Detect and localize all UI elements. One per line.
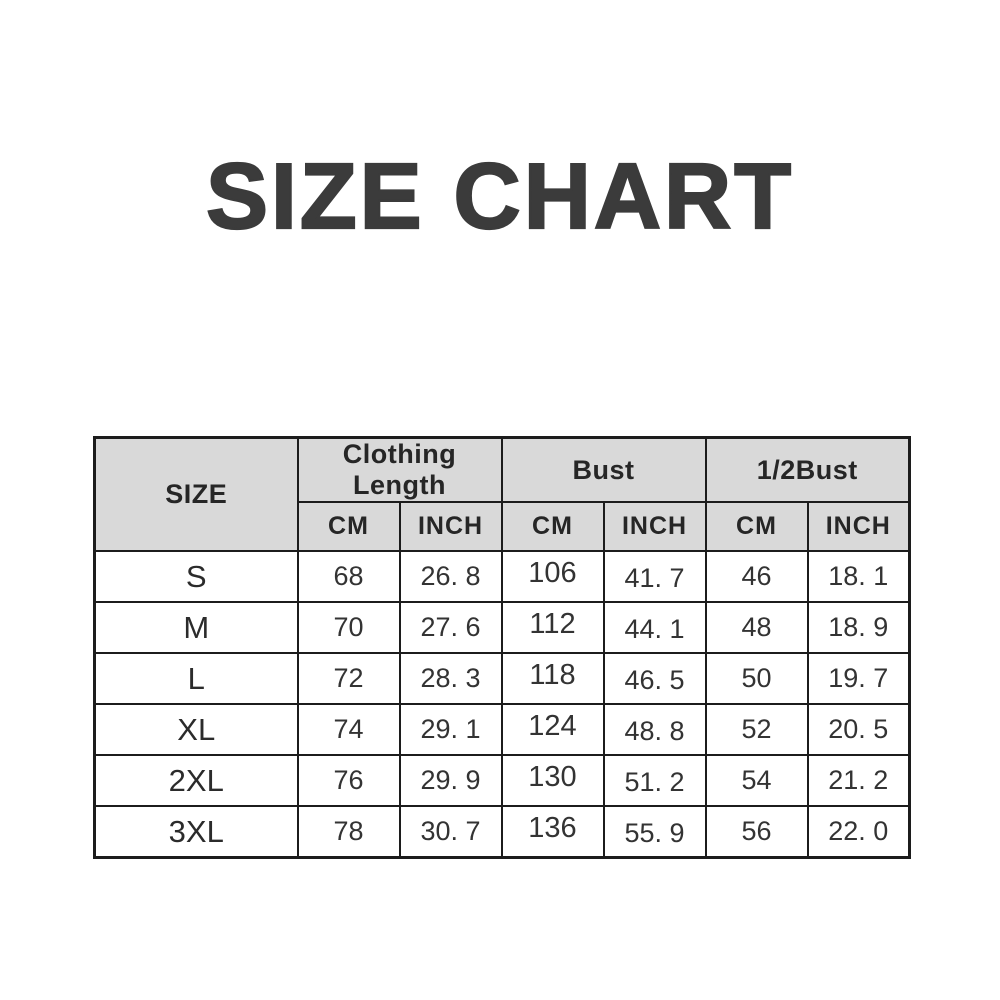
size-chart-table — [93, 436, 911, 859]
cell-clothing-cm: 68 — [298, 551, 400, 602]
size-label: 3XL — [95, 806, 298, 858]
header-group-row — [95, 438, 910, 503]
cell-bust-cm: 118 — [502, 653, 604, 704]
cell-bust-cm: 106 — [502, 551, 604, 602]
cell-bust-inch: 46. 5 — [604, 653, 706, 704]
cell-clothing-cm: 72 — [298, 653, 400, 704]
cell-halfbust-inch: 19. 7 — [808, 653, 910, 704]
table-row-2xl — [95, 755, 910, 806]
cell-bust-cm: 124 — [502, 704, 604, 755]
size-label: L — [95, 653, 298, 704]
cell-bust-inch: 41. 7 — [604, 551, 706, 602]
col-header-size: SIZE — [95, 438, 298, 552]
unit-bust-cm: CM — [502, 502, 604, 551]
cell-clothing-cm: 78 — [298, 806, 400, 858]
cell-clothing-inch: 28. 3 — [400, 653, 502, 704]
cell-halfbust-cm: 48 — [706, 602, 808, 653]
table-body — [95, 551, 910, 858]
cell-halfbust-cm: 56 — [706, 806, 808, 858]
cell-halfbust-inch: 18. 9 — [808, 602, 910, 653]
unit-halfbust-inch: INCH — [808, 502, 910, 551]
cell-halfbust-inch: 18. 1 — [808, 551, 910, 602]
table-header — [95, 438, 910, 552]
cell-bust-inch: 48. 8 — [604, 704, 706, 755]
size-label: M — [95, 602, 298, 653]
col-header-bust: Bust — [502, 438, 706, 503]
table-row-xl — [95, 704, 910, 755]
table-row-s — [95, 551, 910, 602]
cell-bust-cm: 136 — [502, 806, 604, 858]
cell-halfbust-cm: 46 — [706, 551, 808, 602]
size-label: 2XL — [95, 755, 298, 806]
cell-clothing-inch: 26. 8 — [400, 551, 502, 602]
unit-clothing-cm: CM — [298, 502, 400, 551]
cell-clothing-inch: 29. 1 — [400, 704, 502, 755]
cell-clothing-inch: 29. 9 — [400, 755, 502, 806]
cell-halfbust-cm: 52 — [706, 704, 808, 755]
cell-bust-cm: 112 — [502, 602, 604, 653]
cell-clothing-cm: 70 — [298, 602, 400, 653]
cell-clothing-cm: 76 — [298, 755, 400, 806]
cell-clothing-cm: 74 — [298, 704, 400, 755]
cell-clothing-inch: 30. 7 — [400, 806, 502, 858]
unit-bust-inch: INCH — [604, 502, 706, 551]
col-header-half-bust: 1/2Bust — [706, 438, 910, 503]
page-title: SIZE CHART — [206, 144, 794, 248]
cell-halfbust-inch: 20. 5 — [808, 704, 910, 755]
cell-halfbust-cm: 50 — [706, 653, 808, 704]
cell-bust-inch: 44. 1 — [604, 602, 706, 653]
table-row-m — [95, 602, 910, 653]
cell-bust-inch: 51. 2 — [604, 755, 706, 806]
cell-bust-cm: 130 — [502, 755, 604, 806]
cell-halfbust-inch: 22. 0 — [808, 806, 910, 858]
col-header-clothing-length: Clothing Length — [298, 438, 502, 503]
cell-halfbust-inch: 21. 2 — [808, 755, 910, 806]
cell-bust-inch: 55. 9 — [604, 806, 706, 858]
cell-halfbust-cm: 54 — [706, 755, 808, 806]
unit-halfbust-cm: CM — [706, 502, 808, 551]
size-label: S — [95, 551, 298, 602]
table-row-3xl — [95, 806, 910, 858]
table-row-l — [95, 653, 910, 704]
cell-clothing-inch: 27. 6 — [400, 602, 502, 653]
unit-clothing-inch: INCH — [400, 502, 502, 551]
size-label: XL — [95, 704, 298, 755]
